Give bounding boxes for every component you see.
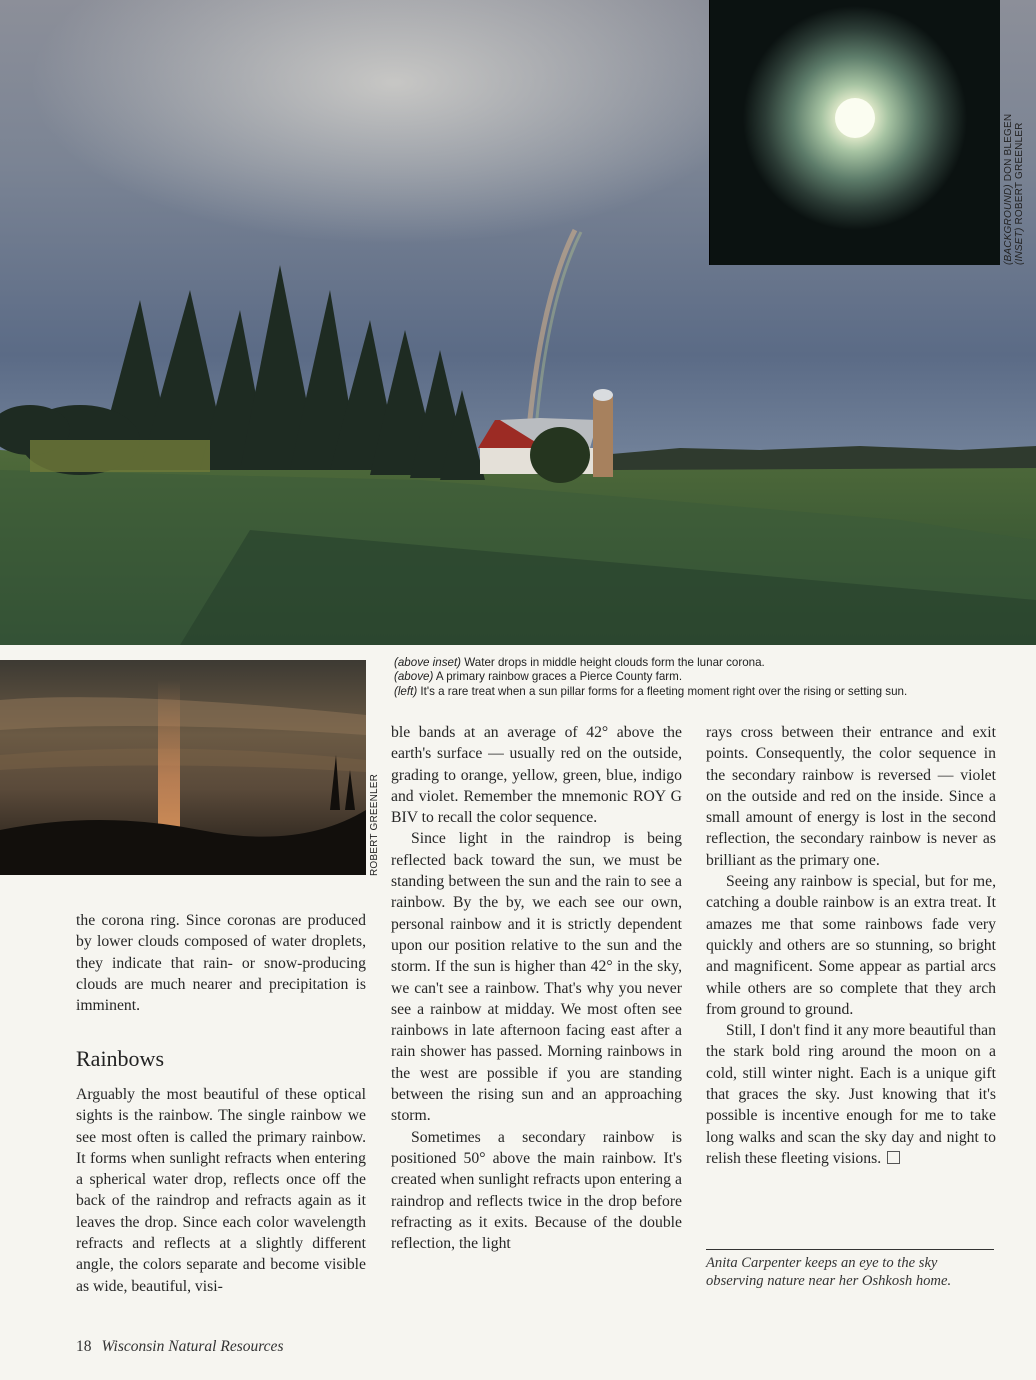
credit-label: (BACKGROUND): [1003, 184, 1014, 265]
author-bio: Anita Carpenter keeps an eye to the sky observing nature near her Oshkosh home.: [706, 1255, 952, 1289]
column-1-body: [76, 1084, 366, 1297]
photo-credit-background-inset: [1003, 114, 1025, 265]
column-2: [391, 722, 682, 1254]
credit-name: ROBERT GREENLER: [1014, 122, 1025, 225]
caption-text: Water drops in middle height clouds form the lunar corona.: [464, 656, 765, 669]
photo-credit-left: ROBERT GREENLER: [369, 773, 380, 876]
paragraph: Sometimes a secondary rainbow is positioned 50° above the main rainbow. It's created when sunlight refracts upon entering a raindrop and reflects twice in the drop before refracting as it exits. Because of the double reflection, the light: [391, 1128, 682, 1253]
caption-inset: [394, 656, 1014, 670]
caption-text: A primary rainbow graces a Pierce County farm.: [435, 670, 683, 684]
publication-name: Wisconsin Natural Resources: [101, 1338, 284, 1355]
inset-photo: [709, 0, 1000, 265]
sun-pillar-photo: [0, 660, 366, 875]
caption-text: It's a rare treat when a sun pillar forms for a fleeting moment right over the rising or setting sun.: [420, 684, 908, 698]
sun-pillar-scene: [0, 660, 366, 875]
caption-lead: (above inset): [394, 656, 462, 669]
column-3: [706, 722, 996, 1169]
credit-name: DON BLEGEN: [1003, 113, 1014, 182]
paragraph-text: Still, I don't find it any more beautiful than the stark bold ring around the moon on a cold, still winter night. Each is a unique gift that graces the sky. Just knowing that it's possible is incentive enough for me to take long walks and scan the sky day and night to relish these fleeting visions.: [706, 1022, 996, 1167]
paragraph: Since light in the raindrop is being reflected back toward the sun, we must be standing between the sun and the rain to see a rainbow. By the by, we each see our own, personal rainbow and it is strictly dependent upon our position relative to the sun and the storm. If the sun is higher than 42° in the sky, we can't see a rainbow. That's why you never see a rainbow at midday. We most often see rainbows in late afternoon facing east after a rain shower has passed. Morning rainbows in the west are possible if you are standing between the rising sun and an approaching storm.: [391, 830, 682, 1125]
paragraph-final: [706, 1020, 996, 1169]
paragraph: Seeing any rainbow is special, but for me, catching a double rainbow is an extra treat. It amazes me that some rainbows fade very quickly and others are so stunning, so bright and magnificent. Some appear as partial arcs while others are so complete that they arch from ground to ground.: [706, 873, 996, 1018]
caption-lead: (left): [394, 684, 418, 698]
caption-lead: (above): [394, 670, 434, 684]
caption-above: [394, 670, 1014, 684]
paragraph: ble bands at an average of 42° above the earth's surface — usually red on the outside, grading to orange, yellow, green, blue, indigo and violet. Remember the mnemonic ROY G BIV to recall the color sequence.: [391, 724, 682, 827]
page-footer: [76, 1338, 283, 1356]
column-1-intro: [76, 910, 366, 1016]
paragraph: Arguably the most beautiful of these optical sights is the rainbow. The single rainbow we see most often is called the primary rainbow. It forms when sunlight refracts when entering a spherical water drop, reflects once off the back of the raindrop and refracts again as it leaves the drop. Since each color wavelength refracts and reflects at a slightly different angle, the colors separate and become visible as wide, beautiful, visi-: [76, 1086, 366, 1295]
lunar-corona: [710, 0, 1000, 265]
page-number: 18: [76, 1338, 92, 1355]
photo-captions: [394, 656, 1014, 699]
bio-divider: [706, 1249, 994, 1250]
paragraph: rays cross between their entrance and exit points. Consequently, the color sequence in the secondary rainbow is reversed — violet on the outside and red on the inside. Since a small amount of energy is lost in the second reflection, the secondary rainbow is never as brilliant as the primary one.: [706, 724, 996, 869]
caption-left: [394, 685, 1014, 699]
paragraph: the corona ring. Since coronas are produced by lower clouds composed of water droplets, they indicate that rain- or snow-producing clouds are much nearer and precipitation is imminent.: [76, 912, 366, 1015]
end-mark-icon: [887, 1151, 900, 1164]
section-heading-rainbows: Rainbows: [76, 1046, 164, 1071]
credit-label: (INSET): [1014, 227, 1025, 265]
